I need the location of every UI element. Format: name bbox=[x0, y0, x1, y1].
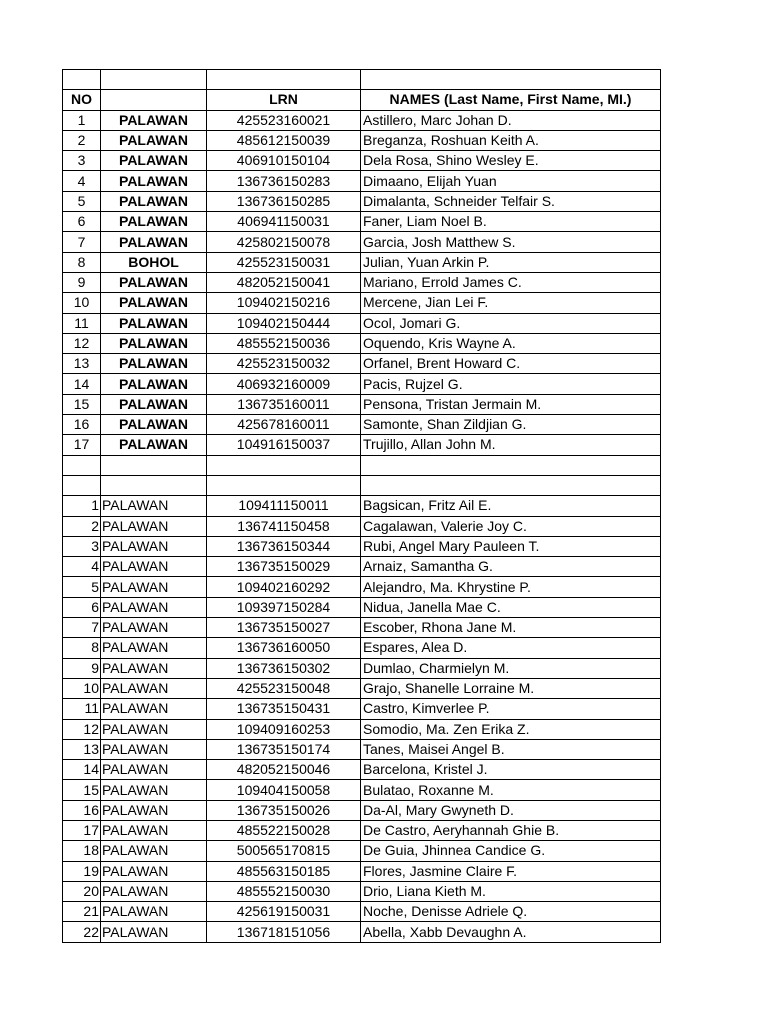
student-name: Ocol, Jomari G. bbox=[361, 313, 661, 333]
row-number: 12 bbox=[63, 719, 101, 739]
province-cell: PALAWAN bbox=[101, 800, 207, 820]
student-name: Faner, Liam Noel B. bbox=[361, 212, 661, 232]
province-cell: PALAWAN bbox=[101, 354, 207, 374]
lrn-cell: 500565170815 bbox=[207, 841, 361, 861]
lrn-cell: 136735150026 bbox=[207, 800, 361, 820]
row-number: 19 bbox=[63, 861, 101, 881]
province-cell: PALAWAN bbox=[101, 496, 207, 516]
lrn-cell: 425619150031 bbox=[207, 902, 361, 922]
student-name: Somodio, Ma. Zen Erika Z. bbox=[361, 719, 661, 739]
table-row bbox=[63, 516, 661, 536]
row-number: 8 bbox=[63, 252, 101, 272]
table-row bbox=[63, 820, 661, 840]
province-cell: PALAWAN bbox=[101, 557, 207, 577]
province-cell: PALAWAN bbox=[101, 780, 207, 800]
row-number: 14 bbox=[63, 760, 101, 780]
row-number: 13 bbox=[63, 354, 101, 374]
student-name: Grajo, Shanelle Lorraine M. bbox=[361, 678, 661, 698]
table-row bbox=[63, 922, 661, 942]
row-number: 17 bbox=[63, 820, 101, 840]
row-number: 11 bbox=[63, 699, 101, 719]
table-row bbox=[63, 354, 661, 374]
table-row bbox=[63, 719, 661, 739]
table-row bbox=[63, 760, 661, 780]
lrn-cell: 425523150048 bbox=[207, 678, 361, 698]
student-name: Flores, Jasmine Claire F. bbox=[361, 861, 661, 881]
table-row bbox=[63, 881, 661, 901]
province-cell: PALAWAN bbox=[101, 191, 207, 211]
student-name: Breganza, Roshuan Keith A. bbox=[361, 130, 661, 150]
province-cell: PALAWAN bbox=[101, 597, 207, 617]
blank-row bbox=[63, 455, 661, 475]
student-name: Castro, Kimverlee P. bbox=[361, 699, 661, 719]
province-cell: PALAWAN bbox=[101, 374, 207, 394]
table-row bbox=[63, 151, 661, 171]
row-number: 3 bbox=[63, 151, 101, 171]
student-name: Noche, Denisse Adriele Q. bbox=[361, 902, 661, 922]
lrn-cell: 482052150041 bbox=[207, 272, 361, 292]
table-row bbox=[63, 699, 661, 719]
row-number: 6 bbox=[63, 597, 101, 617]
row-number: 16 bbox=[63, 800, 101, 820]
province-cell: PALAWAN bbox=[101, 739, 207, 759]
row-number: 7 bbox=[63, 618, 101, 638]
table-row bbox=[63, 191, 661, 211]
table-row bbox=[63, 841, 661, 861]
province-cell: PALAWAN bbox=[101, 293, 207, 313]
table-row bbox=[63, 800, 661, 820]
lrn-cell: 136736150283 bbox=[207, 171, 361, 191]
row-number: 7 bbox=[63, 232, 101, 252]
lrn-cell: 136735160011 bbox=[207, 394, 361, 414]
table-row bbox=[63, 435, 661, 455]
student-name: Pensona, Tristan Jermain M. bbox=[361, 394, 661, 414]
lrn-cell: 425523160021 bbox=[207, 110, 361, 130]
student-name: Arnaiz, Samantha G. bbox=[361, 557, 661, 577]
lrn-cell: 485563150185 bbox=[207, 861, 361, 881]
row-number: 4 bbox=[63, 171, 101, 191]
row-number: 12 bbox=[63, 333, 101, 353]
student-name: Barcelona, Kristel J. bbox=[361, 760, 661, 780]
row-number: 2 bbox=[63, 130, 101, 150]
row-number: 9 bbox=[63, 658, 101, 678]
lrn-cell: 485612150039 bbox=[207, 130, 361, 150]
student-name: Espares, Alea D. bbox=[361, 638, 661, 658]
province-cell: PALAWAN bbox=[101, 415, 207, 435]
lrn-cell: 425802150078 bbox=[207, 232, 361, 252]
lrn-cell: 136736160050 bbox=[207, 638, 361, 658]
student-name: Tanes, Maisei Angel B. bbox=[361, 739, 661, 759]
row-number: 3 bbox=[63, 536, 101, 556]
table-row bbox=[63, 638, 661, 658]
province-cell: PALAWAN bbox=[101, 719, 207, 739]
student-name: Abella, Xabb Devaughn A. bbox=[361, 922, 661, 942]
student-roster-table bbox=[62, 69, 661, 943]
row-number: 15 bbox=[63, 780, 101, 800]
lrn-cell: 136736150302 bbox=[207, 658, 361, 678]
row-number: 20 bbox=[63, 881, 101, 901]
student-name: Cagalawan, Valerie Joy C. bbox=[361, 516, 661, 536]
student-name: Orfanel, Brent Howard C. bbox=[361, 354, 661, 374]
row-number: 22 bbox=[63, 922, 101, 942]
table-row bbox=[63, 394, 661, 414]
row-number: 16 bbox=[63, 415, 101, 435]
table-row bbox=[63, 496, 661, 516]
province-cell: PALAWAN bbox=[101, 212, 207, 232]
row-number: 13 bbox=[63, 739, 101, 759]
table-row bbox=[63, 577, 661, 597]
row-number: 6 bbox=[63, 212, 101, 232]
lrn-cell: 425523150031 bbox=[207, 252, 361, 272]
table-row bbox=[63, 780, 661, 800]
province-cell: PALAWAN bbox=[101, 618, 207, 638]
province-cell: PALAWAN bbox=[101, 333, 207, 353]
student-name: Bulatao, Roxanne M. bbox=[361, 780, 661, 800]
lrn-cell: 109397150284 bbox=[207, 597, 361, 617]
student-name: Escober, Rhona Jane M. bbox=[361, 618, 661, 638]
table-row bbox=[63, 252, 661, 272]
student-name: Dela Rosa, Shino Wesley E. bbox=[361, 151, 661, 171]
table-row bbox=[63, 212, 661, 232]
header-lrn: LRN bbox=[207, 90, 361, 110]
province-cell: PALAWAN bbox=[101, 699, 207, 719]
student-name: De Castro, Aeryhannah Ghie B. bbox=[361, 820, 661, 840]
lrn-cell: 136718151056 bbox=[207, 922, 361, 942]
row-number: 10 bbox=[63, 293, 101, 313]
student-name: Dimaano, Elijah Yuan bbox=[361, 171, 661, 191]
lrn-cell: 136736150285 bbox=[207, 191, 361, 211]
table-row bbox=[63, 272, 661, 292]
student-name: Alejandro, Ma. Khrystine P. bbox=[361, 577, 661, 597]
student-name: Mariano, Errold James C. bbox=[361, 272, 661, 292]
table-row bbox=[63, 658, 661, 678]
row-number: 2 bbox=[63, 516, 101, 536]
lrn-cell: 136735150174 bbox=[207, 739, 361, 759]
blank-top-row bbox=[63, 70, 661, 90]
province-cell: PALAWAN bbox=[101, 394, 207, 414]
student-name: Pacis, Rujzel G. bbox=[361, 374, 661, 394]
province-cell: PALAWAN bbox=[101, 232, 207, 252]
student-name: Dumlao, Charmielyn M. bbox=[361, 658, 661, 678]
province-cell: PALAWAN bbox=[101, 435, 207, 455]
lrn-cell: 136736150344 bbox=[207, 536, 361, 556]
province-cell: PALAWAN bbox=[101, 658, 207, 678]
row-number: 10 bbox=[63, 678, 101, 698]
student-name: Drio, Liana Kieth M. bbox=[361, 881, 661, 901]
table-row bbox=[63, 333, 661, 353]
province-cell: BOHOL bbox=[101, 252, 207, 272]
header-province bbox=[101, 90, 207, 110]
lrn-cell: 482052150046 bbox=[207, 760, 361, 780]
student-name: Bagsican, Fritz Ail E. bbox=[361, 496, 661, 516]
province-cell: PALAWAN bbox=[101, 760, 207, 780]
student-name: Rubi, Angel Mary Pauleen T. bbox=[361, 536, 661, 556]
province-cell: PALAWAN bbox=[101, 130, 207, 150]
blank-row bbox=[63, 475, 661, 495]
lrn-cell: 109402150216 bbox=[207, 293, 361, 313]
table-row bbox=[63, 110, 661, 130]
student-name: Samonte, Shan Zildjian G. bbox=[361, 415, 661, 435]
table-row bbox=[63, 374, 661, 394]
province-cell: PALAWAN bbox=[101, 922, 207, 942]
row-number: 21 bbox=[63, 902, 101, 922]
lrn-cell: 136735150029 bbox=[207, 557, 361, 577]
province-cell: PALAWAN bbox=[101, 313, 207, 333]
lrn-cell: 425523150032 bbox=[207, 354, 361, 374]
header-row bbox=[63, 90, 661, 110]
row-number: 1 bbox=[63, 110, 101, 130]
table-row bbox=[63, 739, 661, 759]
lrn-cell: 136741150458 bbox=[207, 516, 361, 536]
lrn-cell: 406910150104 bbox=[207, 151, 361, 171]
province-cell: PALAWAN bbox=[101, 902, 207, 922]
row-number: 18 bbox=[63, 841, 101, 861]
province-cell: PALAWAN bbox=[101, 881, 207, 901]
lrn-cell: 406941150031 bbox=[207, 212, 361, 232]
row-number: 8 bbox=[63, 638, 101, 658]
lrn-cell: 104916150037 bbox=[207, 435, 361, 455]
province-cell: PALAWAN bbox=[101, 516, 207, 536]
table-row bbox=[63, 678, 661, 698]
table-row bbox=[63, 861, 661, 881]
province-cell: PALAWAN bbox=[101, 171, 207, 191]
lrn-cell: 109402150444 bbox=[207, 313, 361, 333]
lrn-cell: 109404150058 bbox=[207, 780, 361, 800]
row-number: 11 bbox=[63, 313, 101, 333]
row-number: 4 bbox=[63, 557, 101, 577]
student-name: Trujillo, Allan John M. bbox=[361, 435, 661, 455]
table-row bbox=[63, 597, 661, 617]
table-row bbox=[63, 557, 661, 577]
student-name: Oquendo, Kris Wayne A. bbox=[361, 333, 661, 353]
table-row bbox=[63, 618, 661, 638]
lrn-cell: 109409160253 bbox=[207, 719, 361, 739]
row-number: 14 bbox=[63, 374, 101, 394]
lrn-cell: 406932160009 bbox=[207, 374, 361, 394]
province-cell: PALAWAN bbox=[101, 820, 207, 840]
table-row bbox=[63, 130, 661, 150]
student-name: Nidua, Janella Mae C. bbox=[361, 597, 661, 617]
lrn-cell: 425678160011 bbox=[207, 415, 361, 435]
student-name: Mercene, Jian Lei F. bbox=[361, 293, 661, 313]
province-cell: PALAWAN bbox=[101, 536, 207, 556]
table-row bbox=[63, 171, 661, 191]
header-names: NAMES (Last Name, First Name, MI.) bbox=[361, 90, 661, 110]
lrn-cell: 485552150036 bbox=[207, 333, 361, 353]
lrn-cell: 485552150030 bbox=[207, 881, 361, 901]
province-cell: PALAWAN bbox=[101, 110, 207, 130]
student-name: Julian, Yuan Arkin P. bbox=[361, 252, 661, 272]
row-number: 15 bbox=[63, 394, 101, 414]
table-row bbox=[63, 313, 661, 333]
row-number: 9 bbox=[63, 272, 101, 292]
row-number: 1 bbox=[63, 496, 101, 516]
student-name: De Guia, Jhinnea Candice G. bbox=[361, 841, 661, 861]
province-cell: PALAWAN bbox=[101, 272, 207, 292]
province-cell: PALAWAN bbox=[101, 678, 207, 698]
row-number: 17 bbox=[63, 435, 101, 455]
province-cell: PALAWAN bbox=[101, 638, 207, 658]
lrn-cell: 485522150028 bbox=[207, 820, 361, 840]
province-cell: PALAWAN bbox=[101, 577, 207, 597]
province-cell: PALAWAN bbox=[101, 841, 207, 861]
table-row bbox=[63, 232, 661, 252]
table-row bbox=[63, 536, 661, 556]
lrn-cell: 136735150431 bbox=[207, 699, 361, 719]
student-name: Astillero, Marc Johan D. bbox=[361, 110, 661, 130]
lrn-cell: 109402160292 bbox=[207, 577, 361, 597]
student-name: Da-Al, Mary Gwyneth D. bbox=[361, 800, 661, 820]
lrn-cell: 109411150011 bbox=[207, 496, 361, 516]
table-row bbox=[63, 415, 661, 435]
province-cell: PALAWAN bbox=[101, 151, 207, 171]
table-row bbox=[63, 902, 661, 922]
header-no: NO bbox=[63, 90, 101, 110]
row-number: 5 bbox=[63, 577, 101, 597]
student-name: Garcia, Josh Matthew S. bbox=[361, 232, 661, 252]
lrn-cell: 136735150027 bbox=[207, 618, 361, 638]
province-cell: PALAWAN bbox=[101, 861, 207, 881]
student-name: Dimalanta, Schneider Telfair S. bbox=[361, 191, 661, 211]
table-row bbox=[63, 293, 661, 313]
row-number: 5 bbox=[63, 191, 101, 211]
